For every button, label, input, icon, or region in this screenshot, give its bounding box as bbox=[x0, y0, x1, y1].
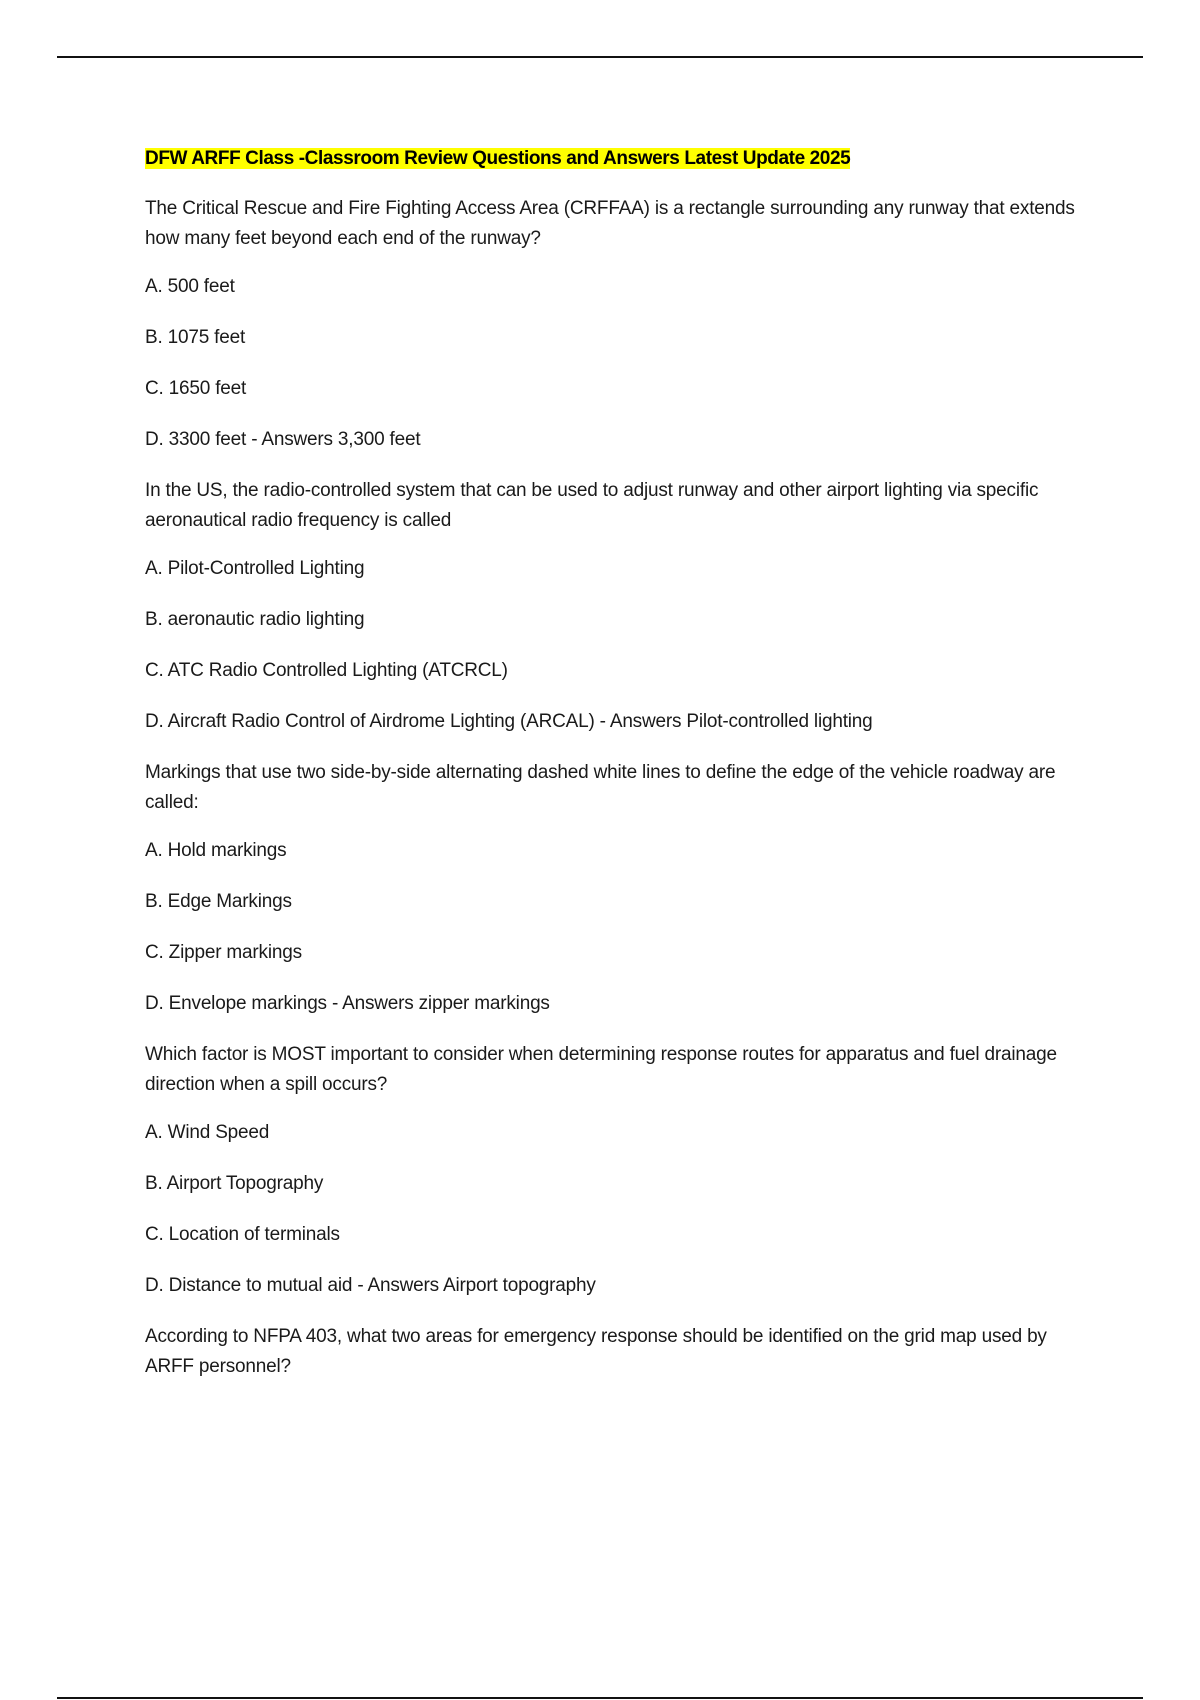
header-rule bbox=[57, 56, 1143, 58]
answer-option: C. Location of terminals bbox=[145, 1224, 340, 1245]
title-wrap bbox=[145, 146, 1085, 172]
answer-option: A. Hold markings bbox=[145, 840, 287, 861]
answer-option: D. Aircraft Radio Control of Airdrome Lighting (ARCAL) - Answers Pilot-controlled lighting bbox=[145, 711, 873, 732]
question-text: Which factor is MOST important to consider when determining response routes for apparatus and fuel drainage direction when a spill occurs? bbox=[145, 1044, 1057, 1095]
answer-option: B. Airport Topography bbox=[145, 1173, 324, 1194]
answer-option: A. Wind Speed bbox=[145, 1122, 270, 1143]
document-title: DFW ARFF Class -Classroom Review Questions and Answers Latest Update 2025 bbox=[145, 148, 851, 169]
answer-option: A. 500 feet bbox=[145, 276, 235, 297]
answer-option: B. Edge Markings bbox=[145, 891, 292, 912]
footer-rule bbox=[57, 1697, 1143, 1699]
question-text: In the US, the radio-controlled system that can be used to adjust runway and other airport lighting via specific aeronautical radio frequency is called bbox=[145, 480, 1039, 531]
answer-option: B. 1075 feet bbox=[145, 327, 246, 348]
question-block-1 bbox=[145, 194, 1085, 455]
question-text: Markings that use two side-by-side alternating dashed white lines to define the edge of the vehicle roadway are called: bbox=[145, 762, 1056, 813]
question-block-3 bbox=[145, 758, 1085, 1019]
answer-option: C. Zipper markings bbox=[145, 942, 302, 963]
question-block-5 bbox=[145, 1322, 1085, 1382]
answer-option: C. ATC Radio Controlled Lighting (ATCRCL) bbox=[145, 660, 508, 681]
question-text: According to NFPA 403, what two areas for emergency response should be identified on the grid map used by ARFF personnel? bbox=[145, 1326, 1047, 1377]
answer-option: C. 1650 feet bbox=[145, 378, 247, 399]
document-body bbox=[145, 146, 1085, 1400]
answer-option: B. aeronautic radio lighting bbox=[145, 609, 365, 630]
answer-option: A. Pilot-Controlled Lighting bbox=[145, 558, 365, 579]
question-block-4 bbox=[145, 1040, 1085, 1301]
answer-option: D. 3300 feet - Answers 3,300 feet bbox=[145, 429, 421, 450]
answer-option: D. Distance to mutual aid - Answers Airport topography bbox=[145, 1275, 596, 1296]
question-block-2 bbox=[145, 476, 1085, 737]
answer-option: D. Envelope markings - Answers zipper markings bbox=[145, 993, 550, 1014]
question-text: The Critical Rescue and Fire Fighting Access Area (CRFFAA) is a rectangle surrounding any runway that extends how many feet beyond each end of the runway? bbox=[145, 198, 1075, 249]
